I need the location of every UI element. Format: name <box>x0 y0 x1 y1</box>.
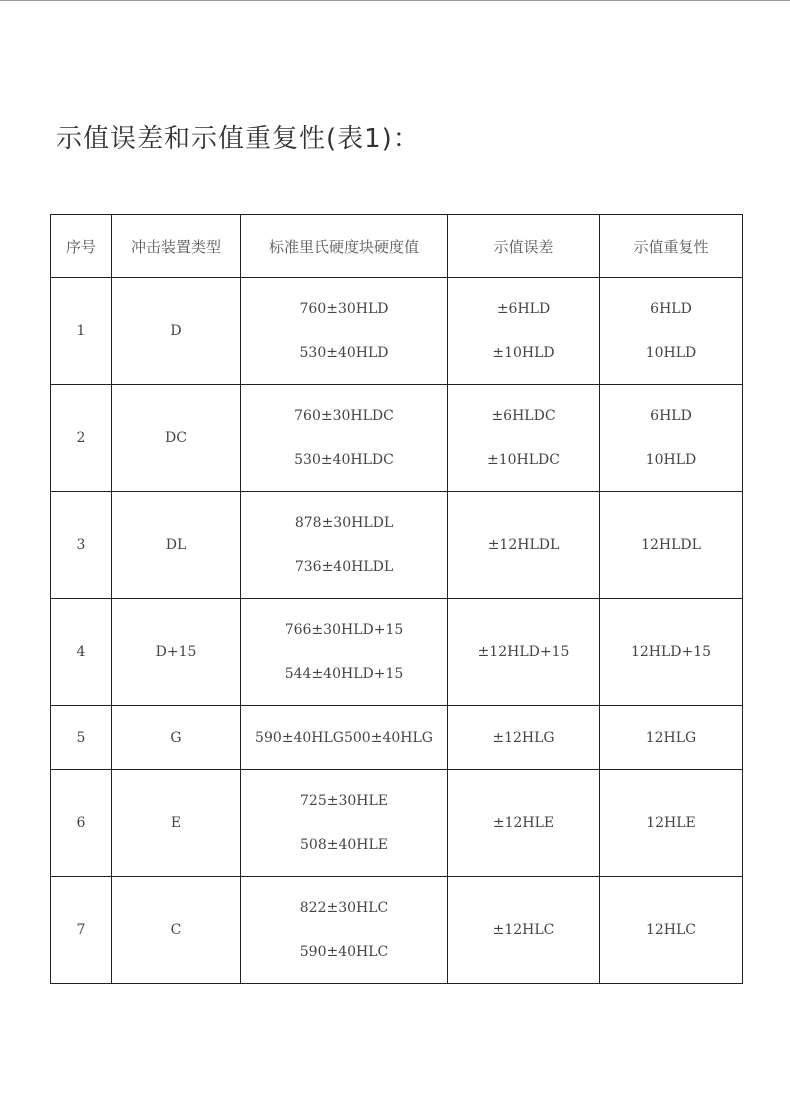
repeatability-value: 12HLC <box>645 922 697 938</box>
cell-indication-repeatability <box>600 599 743 706</box>
cell-standard-hardness <box>241 278 448 385</box>
top-divider <box>0 0 790 1</box>
cell-indication-error <box>448 492 600 599</box>
cell-serial-number: 3 <box>51 492 112 599</box>
table-row <box>51 599 743 706</box>
cell-serial-number: 2 <box>51 385 112 492</box>
table-row <box>51 706 743 770</box>
error-value: ±12HLE <box>492 815 555 831</box>
table-row <box>51 492 743 599</box>
repeatability-value: 12HLG <box>645 729 697 746</box>
header-indication-repeatability: 示值重复性 <box>600 215 743 278</box>
error-value: ±12HLG <box>492 729 555 746</box>
cell-indication-repeatability <box>600 278 743 385</box>
cell-indication-repeatability <box>600 492 743 599</box>
cell-device-type: D+15 <box>112 599 241 706</box>
hardness-value: 736±40HLDL <box>294 559 394 575</box>
cell-indication-repeatability <box>600 385 743 492</box>
cell-indication-error <box>448 385 600 492</box>
cell-indication-repeatability <box>600 770 743 877</box>
repeatability-value: 10HLD <box>645 345 697 361</box>
error-value: ±12HLD+15 <box>477 644 570 660</box>
hardness-value: 544±40HLD+15 <box>284 666 404 682</box>
header-impact-device-type: 冲击装置类型 <box>112 215 241 278</box>
cell-standard-hardness <box>241 770 448 877</box>
cell-standard-hardness <box>241 877 448 984</box>
cell-device-type: G <box>112 706 241 770</box>
cell-device-type: DL <box>112 492 241 599</box>
hardness-value: 760±30HLD <box>299 301 389 317</box>
error-value: ±12HLDL <box>487 537 560 553</box>
error-value: ±6HLD <box>496 301 551 317</box>
header-indication-error: 示值误差 <box>448 215 600 278</box>
table-row <box>51 877 743 984</box>
cell-standard-hardness <box>241 385 448 492</box>
cell-device-type: D <box>112 278 241 385</box>
hardness-value: 822±30HLC <box>299 900 389 916</box>
cell-device-type: E <box>112 770 241 877</box>
cell-serial-number: 1 <box>51 278 112 385</box>
repeatability-value: 12HLDL <box>641 537 701 553</box>
table-header-row <box>51 215 743 278</box>
hardness-value: 590±40HLG500±40HLG <box>255 729 433 746</box>
error-value: ±12HLC <box>492 922 555 938</box>
hardness-value: 766±30HLD+15 <box>284 622 404 638</box>
repeatability-value: 6HLD <box>650 408 692 424</box>
hardness-value: 508±40HLE <box>300 837 388 853</box>
cell-indication-repeatability <box>600 877 743 984</box>
table-row <box>51 385 743 492</box>
cell-standard-hardness <box>241 492 448 599</box>
cell-indication-repeatability <box>600 706 743 770</box>
repeatability-value: 10HLD <box>645 452 697 468</box>
error-value: ±6HLDC <box>491 408 556 424</box>
cell-serial-number: 4 <box>51 599 112 706</box>
repeatability-value: 12HLE <box>646 815 696 831</box>
cell-indication-error <box>448 278 600 385</box>
table-row <box>51 770 743 877</box>
cell-serial-number: 7 <box>51 877 112 984</box>
cell-serial-number: 5 <box>51 706 112 770</box>
hardness-value: 760±30HLDC <box>294 408 394 424</box>
cell-standard-hardness <box>241 706 448 770</box>
cell-indication-error <box>448 770 600 877</box>
cell-indication-error <box>448 706 600 770</box>
repeatability-value: 12HLD+15 <box>630 644 712 660</box>
cell-standard-hardness <box>241 599 448 706</box>
hardness-value: 725±30HLE <box>300 793 388 809</box>
cell-indication-error <box>448 599 600 706</box>
repeatability-value: 6HLD <box>650 301 692 317</box>
error-value: ±10HLDC <box>487 452 560 468</box>
specification-table <box>50 214 743 984</box>
cell-device-type: DC <box>112 385 241 492</box>
table-row <box>51 278 743 385</box>
header-standard-hardness: 标准里氏硬度块硬度值 <box>241 215 448 278</box>
header-serial-number: 序号 <box>51 215 112 278</box>
hardness-value: 530±40HLDC <box>294 452 394 468</box>
cell-device-type: C <box>112 877 241 984</box>
error-value: ±10HLD <box>492 345 555 361</box>
hardness-value: 878±30HLDL <box>294 515 394 531</box>
cell-indication-error <box>448 877 600 984</box>
hardness-value: 590±40HLC <box>299 944 389 960</box>
cell-serial-number: 6 <box>51 770 112 877</box>
hardness-value: 530±40HLD <box>299 345 389 361</box>
section-title: 示值误差和示值重复性(表1)： <box>56 124 420 154</box>
